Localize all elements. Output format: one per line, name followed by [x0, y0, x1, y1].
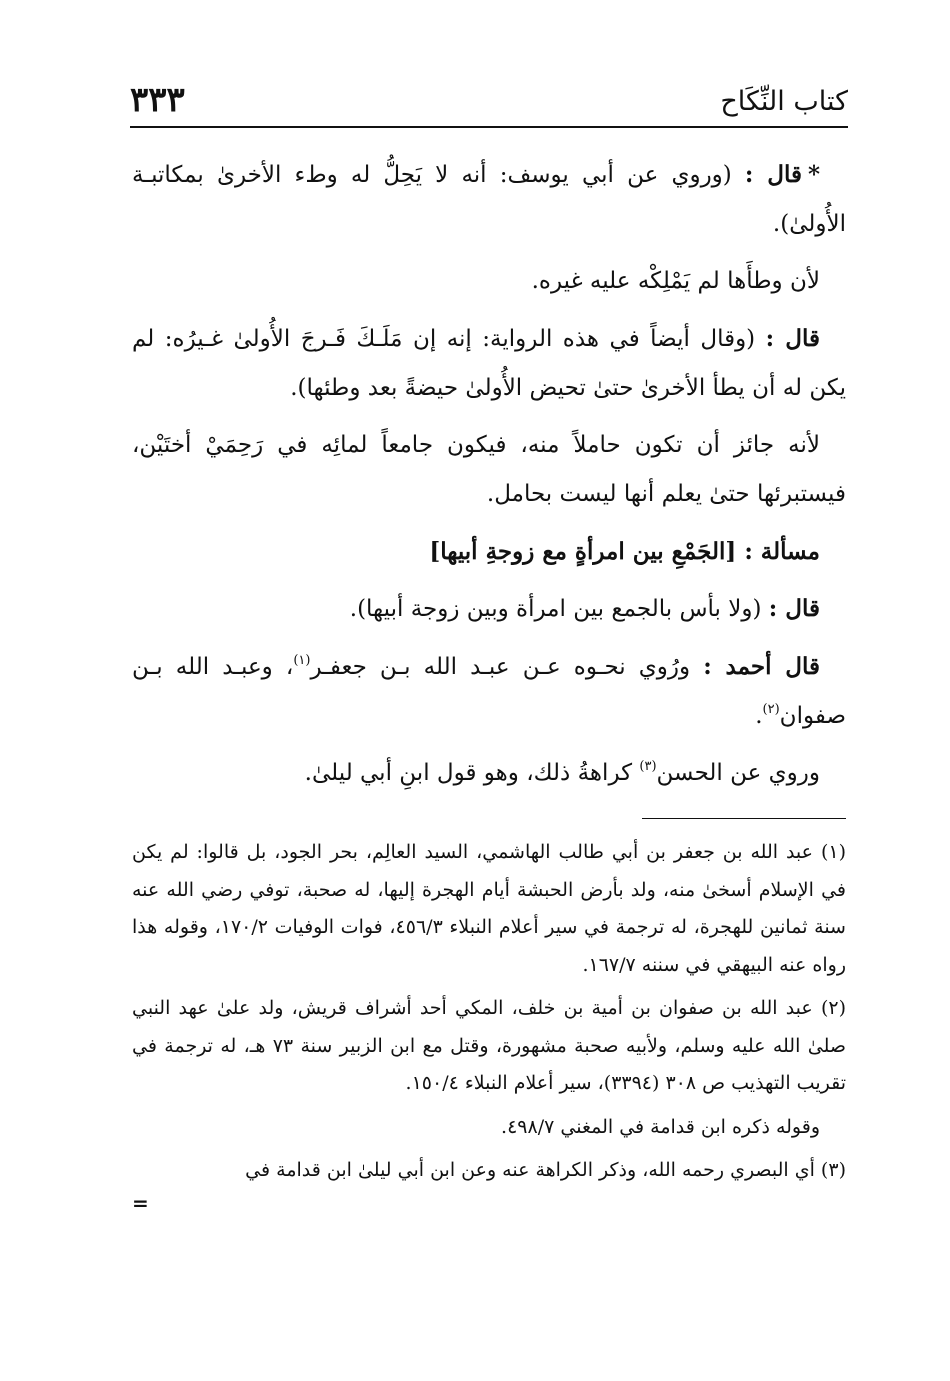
paragraph [132, 584, 846, 634]
footnote-1: (١) عبد الله بن جعفر بن أبي طالب الهاشمي، السيد العالِم، بحر الجود، بل قالوا: لم يكن في الإسلام أسخىٰ منه، ولد بأرض الحبشة أيام الهجرة إليها، له صحبة، توفي رضي الله عنه سنة ثمانين للهجرة، له ترجمة في سير أعلام النبلاء ٤٥٦/٣، فوات الوفيات ١٧٠/٢، وقوله هذا رواه عنه البيهقي في سننه ١٦٧/٧. [132, 841, 846, 976]
paragraph-text: (ولا بأس بالجمع بين امرأة وبين زوجة أبيها). [349, 596, 762, 622]
footnote-ref[interactable]: (٣) [639, 759, 657, 774]
star-marker: * [807, 161, 821, 188]
paragraph [132, 642, 846, 741]
paragraph-label: قال : [744, 161, 802, 188]
footnote-2: (٢) عبد الله بن صفوان بن أمية بن خلف، المكي أحد أشراف قريش، ولد علىٰ عهد النبي صلىٰ الله عليه وسلم، ولأبيه صحبة مشهورة، وقتل مع ابن الزبير سنة ٧٣ هـ، له ترجمة في تقريب التهذيب ص ٣٠٨ (٣٣٩٤)، سير أعلام النبلاء ١٥٠/٤. [132, 997, 846, 1094]
section-heading [132, 527, 846, 576]
footnote-2-continuation: وقوله ذكره ابن قدامة في المغني ٤٩٨/٧. [501, 1115, 820, 1138]
heading-text: [الجَمْعِ بين امرأةٍ مع زوجةِ أبيها] [429, 538, 737, 565]
paragraph [132, 257, 846, 306]
paragraph [132, 421, 846, 519]
footnotes [132, 834, 846, 1222]
paragraph [132, 150, 846, 249]
paragraph-text: ورُوي نحـوه عـن عبـد الله بـن جعفـر [310, 654, 691, 680]
paragraph-text: لأنه جائز أن تكون حاملاً منه، فيكون جامعاً لمائِه في رَحِمَيْ أختَيْن، فيستبرئها حتىٰ يعلم أنها ليست بحامل. [132, 432, 846, 507]
main-text [132, 150, 846, 806]
paragraph-text: (وروي عن أبي يوسف: أنه لا يَحِلُّ له وطء الأخرىٰ بمكاتبـة الأُولىٰ). [132, 162, 846, 237]
running-title: كتاب النِّكَاح [720, 86, 848, 117]
continuation-mark: = [132, 1190, 149, 1215]
footnote-ref[interactable]: (١) [293, 653, 311, 668]
paragraph-text: . [755, 703, 763, 729]
paragraph-text: لأن وطأَها لم يَمْلِكْه عليه غيره. [531, 268, 820, 294]
page-header [130, 70, 848, 128]
heading-label: مسألة : [744, 538, 820, 565]
footnote-3-text: (٣) أي البصري رحمه الله، وذكر الكراهة عنه وعن ابن أبي ليلىٰ ابن قدامة في [245, 1159, 846, 1181]
footnote-ref[interactable]: (٢) [762, 702, 780, 717]
paragraph-text: كراهةُ ذلك، وهو قول ابنِ أبي ليلىٰ. [304, 760, 640, 786]
paragraph-text: وروي عن الحسن [656, 760, 820, 786]
footnote-3 [132, 1152, 846, 1216]
paragraph-text: ، وعبـد الله بـن صفوان [132, 654, 846, 729]
paragraph-text: (وقال أيضاً في هذه الرواية: إنه إن مَلَـكَ فَـرجَ الأُولىٰ غـيرُه: لم يكن له أن يطأ الأخرىٰ حتىٰ تحيض الأُولىٰ حيضةً بعد وطئها). [132, 326, 846, 401]
paragraph-label: قال أحمد : [703, 653, 821, 680]
paragraph-label: قال : [768, 595, 820, 622]
paragraph-label: قال : [765, 325, 820, 352]
footnote-divider [642, 818, 846, 819]
paragraph [132, 314, 846, 413]
page-number: ٣٣٣ [130, 80, 185, 120]
paragraph [132, 749, 846, 798]
